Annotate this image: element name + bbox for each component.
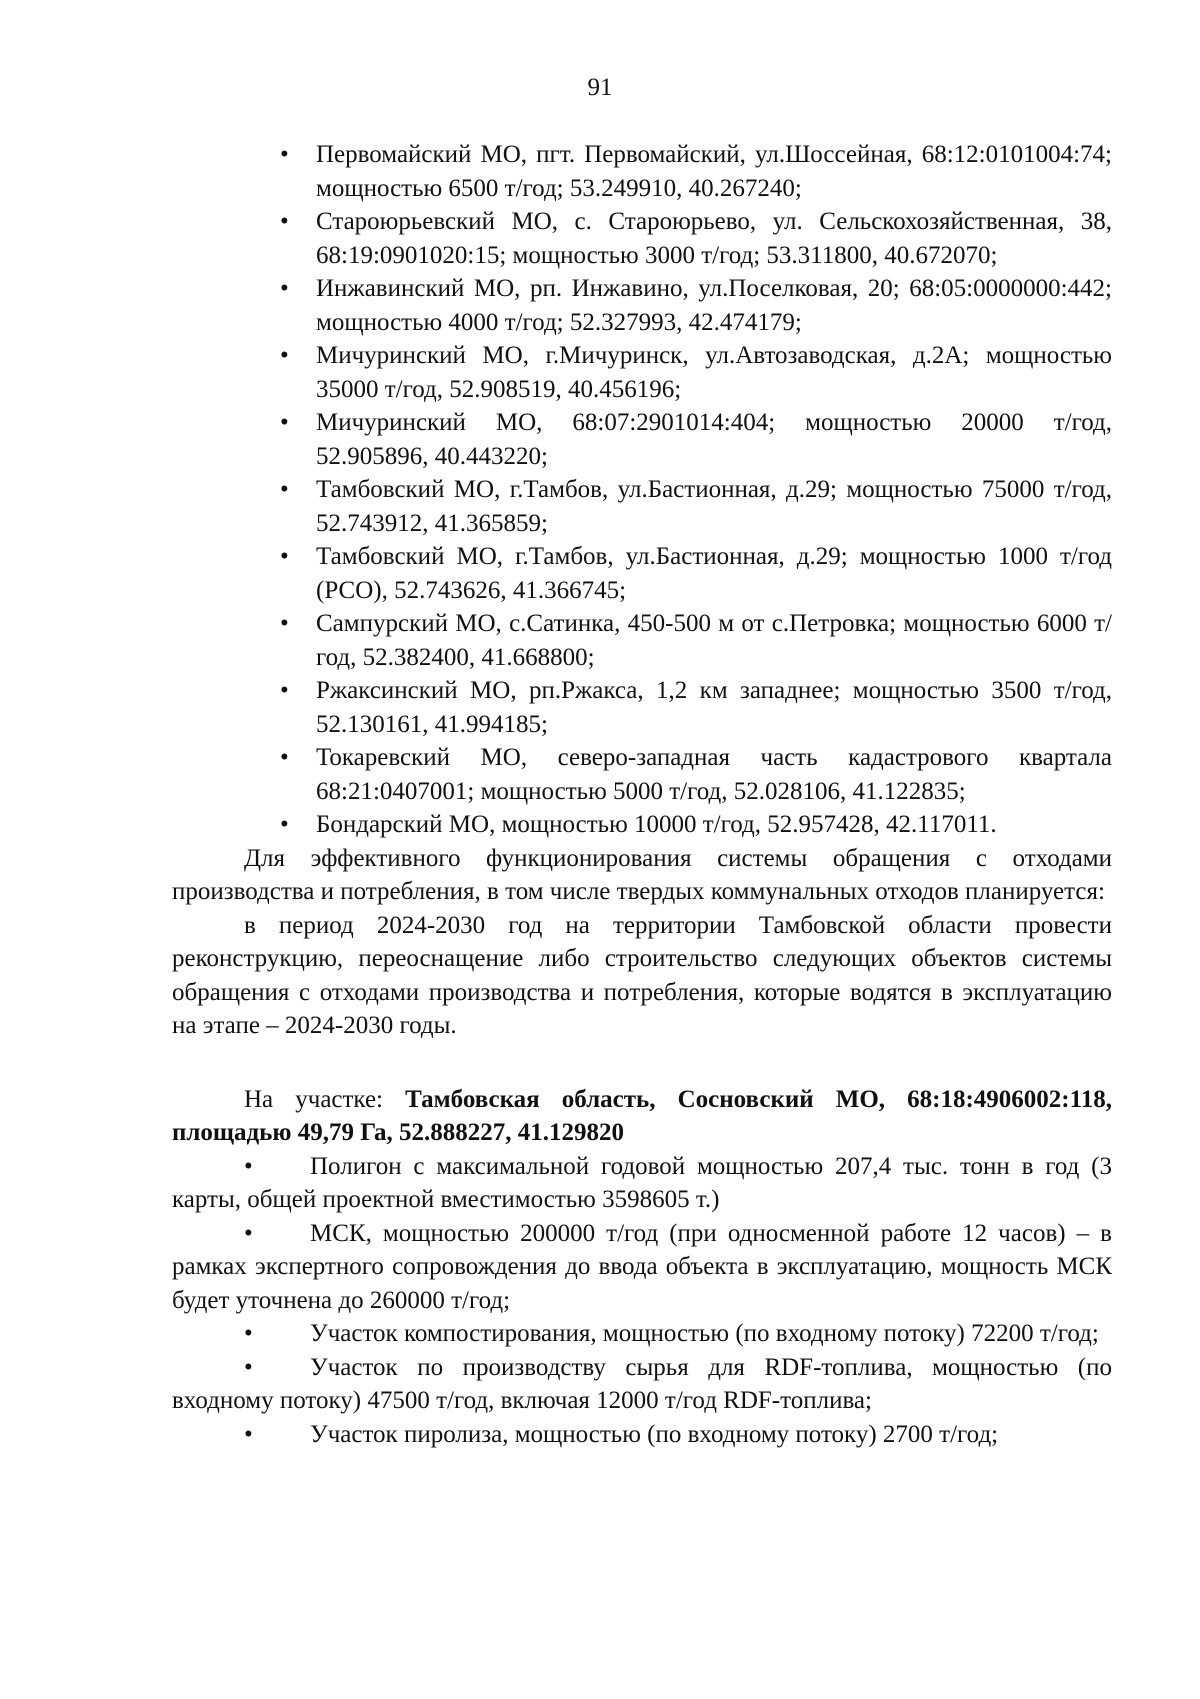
list-item: • Инжавинский МО, рп. Инжавино, ул.Поселковая, 20; 68:05:0000000:442; мощностью 4000 т/год; 52.327993, 42.474179; <box>316 272 1112 339</box>
site-prefix: На участке: <box>244 1085 406 1113</box>
list-item: • Мичуринский МО, 68:07:2901014:404; мощностью 20000 т/год, 52.905896, 40.443220; <box>316 406 1112 473</box>
bullet: • <box>244 1353 253 1381</box>
list-item: • Бондарский МО, мощностью 10000 т/год, 52.957428, 42.117011. <box>316 808 1112 842</box>
bullet: • <box>244 1152 253 1180</box>
list-item: • Мичуринский МО, г.Мичуринск, ул.Автозаводская, д.2А; мощностью 35000 т/год, 52.908519, 40.456196; <box>316 339 1112 406</box>
list-item: • Тамбовский МО, г.Тамбов, ул.Бастионная, д.29; мощностью 1000 т/год (РСО), 52.743626, 41.366745; <box>316 540 1112 607</box>
plan-item-text: Участок компостирования, мощностью (по входному потоку) 72200 т/год; <box>310 1320 1099 1347</box>
list-item: • Первомайский МО, пгт. Первомайский, ул.Шоссейная, 68:12:0101004:74; мощностью 6500 т/год; 53.249910, 40.267240; <box>316 138 1112 205</box>
site-details: Тамбовская область, Сосновский МО, 68:18:4906002:118, площадью 49,79 Га, 52.888227, 41.129820 <box>172 1085 1112 1146</box>
paragraph-intro: Для эффективного функционирования системы обращения с отходами производства и потребления, в том числе твердых коммунальных отходов планируется: <box>172 844 1112 905</box>
list-item: • Сампурский МО, с.Сатинка, 450-500 м от с.Петровка; мощностью 6000 т/год, 52.382400, 41.668800; <box>316 607 1112 674</box>
plan-item <box>172 1150 1112 1217</box>
list-item: • Токаревский МО, северо-западная часть кадастрового квартала 68:21:0407001; мощностью 5000 т/год, 52.028106, 41.122835; <box>316 741 1112 808</box>
bullet: • <box>244 1320 253 1347</box>
plan-item-text: Участок по производству сырья для RDF-топлива, мощностью (по входному потоку) 47500 т/год, включая 12000 т/год RDF-топлива; <box>172 1353 1112 1414</box>
plan-item-text: Полигон с максимальной годовой мощностью 207,4 тыс. тонн в год (3 карты, общей проектной вместимостью 3598605 т.) <box>172 1152 1112 1213</box>
page-number: 91 <box>587 74 613 101</box>
bullet: • <box>244 1420 253 1448</box>
list-item: • Ржаксинский МО, рп.Ржакса, 1,2 км западнее; мощностью 3500 т/год, 52.130161, 41.994185; <box>316 674 1112 741</box>
facility-list <box>172 138 1112 842</box>
list-item: • Староюрьевский МО, с. Староюрьево, ул. Сельскохозяйственная, 38, 68:19:0901020:15; мощностью 3000 т/год; 53.311800, 40.672070; <box>316 205 1112 272</box>
plan-item <box>172 1351 1112 1418</box>
bullet: • <box>244 1219 253 1247</box>
paragraph-period: в период 2024-2030 год на территории Тамбовской области провести реконструкцию, переоснащение либо строительство следующих объектов системы обращения с отходами производства и потребления, которые водятся в эксплуатацию на этапе – 2024-2030 годы. <box>172 911 1112 1039</box>
plan-item <box>172 1418 1112 1452</box>
plan-item-text: МСК, мощностью 200000 т/год (при односменной работе 12 часов) – в рамках экспертного сопровождения до ввода объекта в эксплуатацию, мощность МСК будет уточнена до 260000 т/год; <box>172 1219 1112 1314</box>
plan-item <box>172 1317 1112 1351</box>
list-item: • Тамбовский МО, г.Тамбов, ул.Бастионная, д.29; мощностью 75000 т/год, 52.743912, 41.365859; <box>316 473 1112 540</box>
plan-item <box>172 1217 1112 1318</box>
site-heading <box>172 1083 1112 1150</box>
spacer <box>172 1043 1112 1083</box>
plan-item-text: Участок пиролиза, мощностью (по входному потоку) 2700 т/год; <box>310 1420 999 1448</box>
document-body <box>172 138 1112 1451</box>
